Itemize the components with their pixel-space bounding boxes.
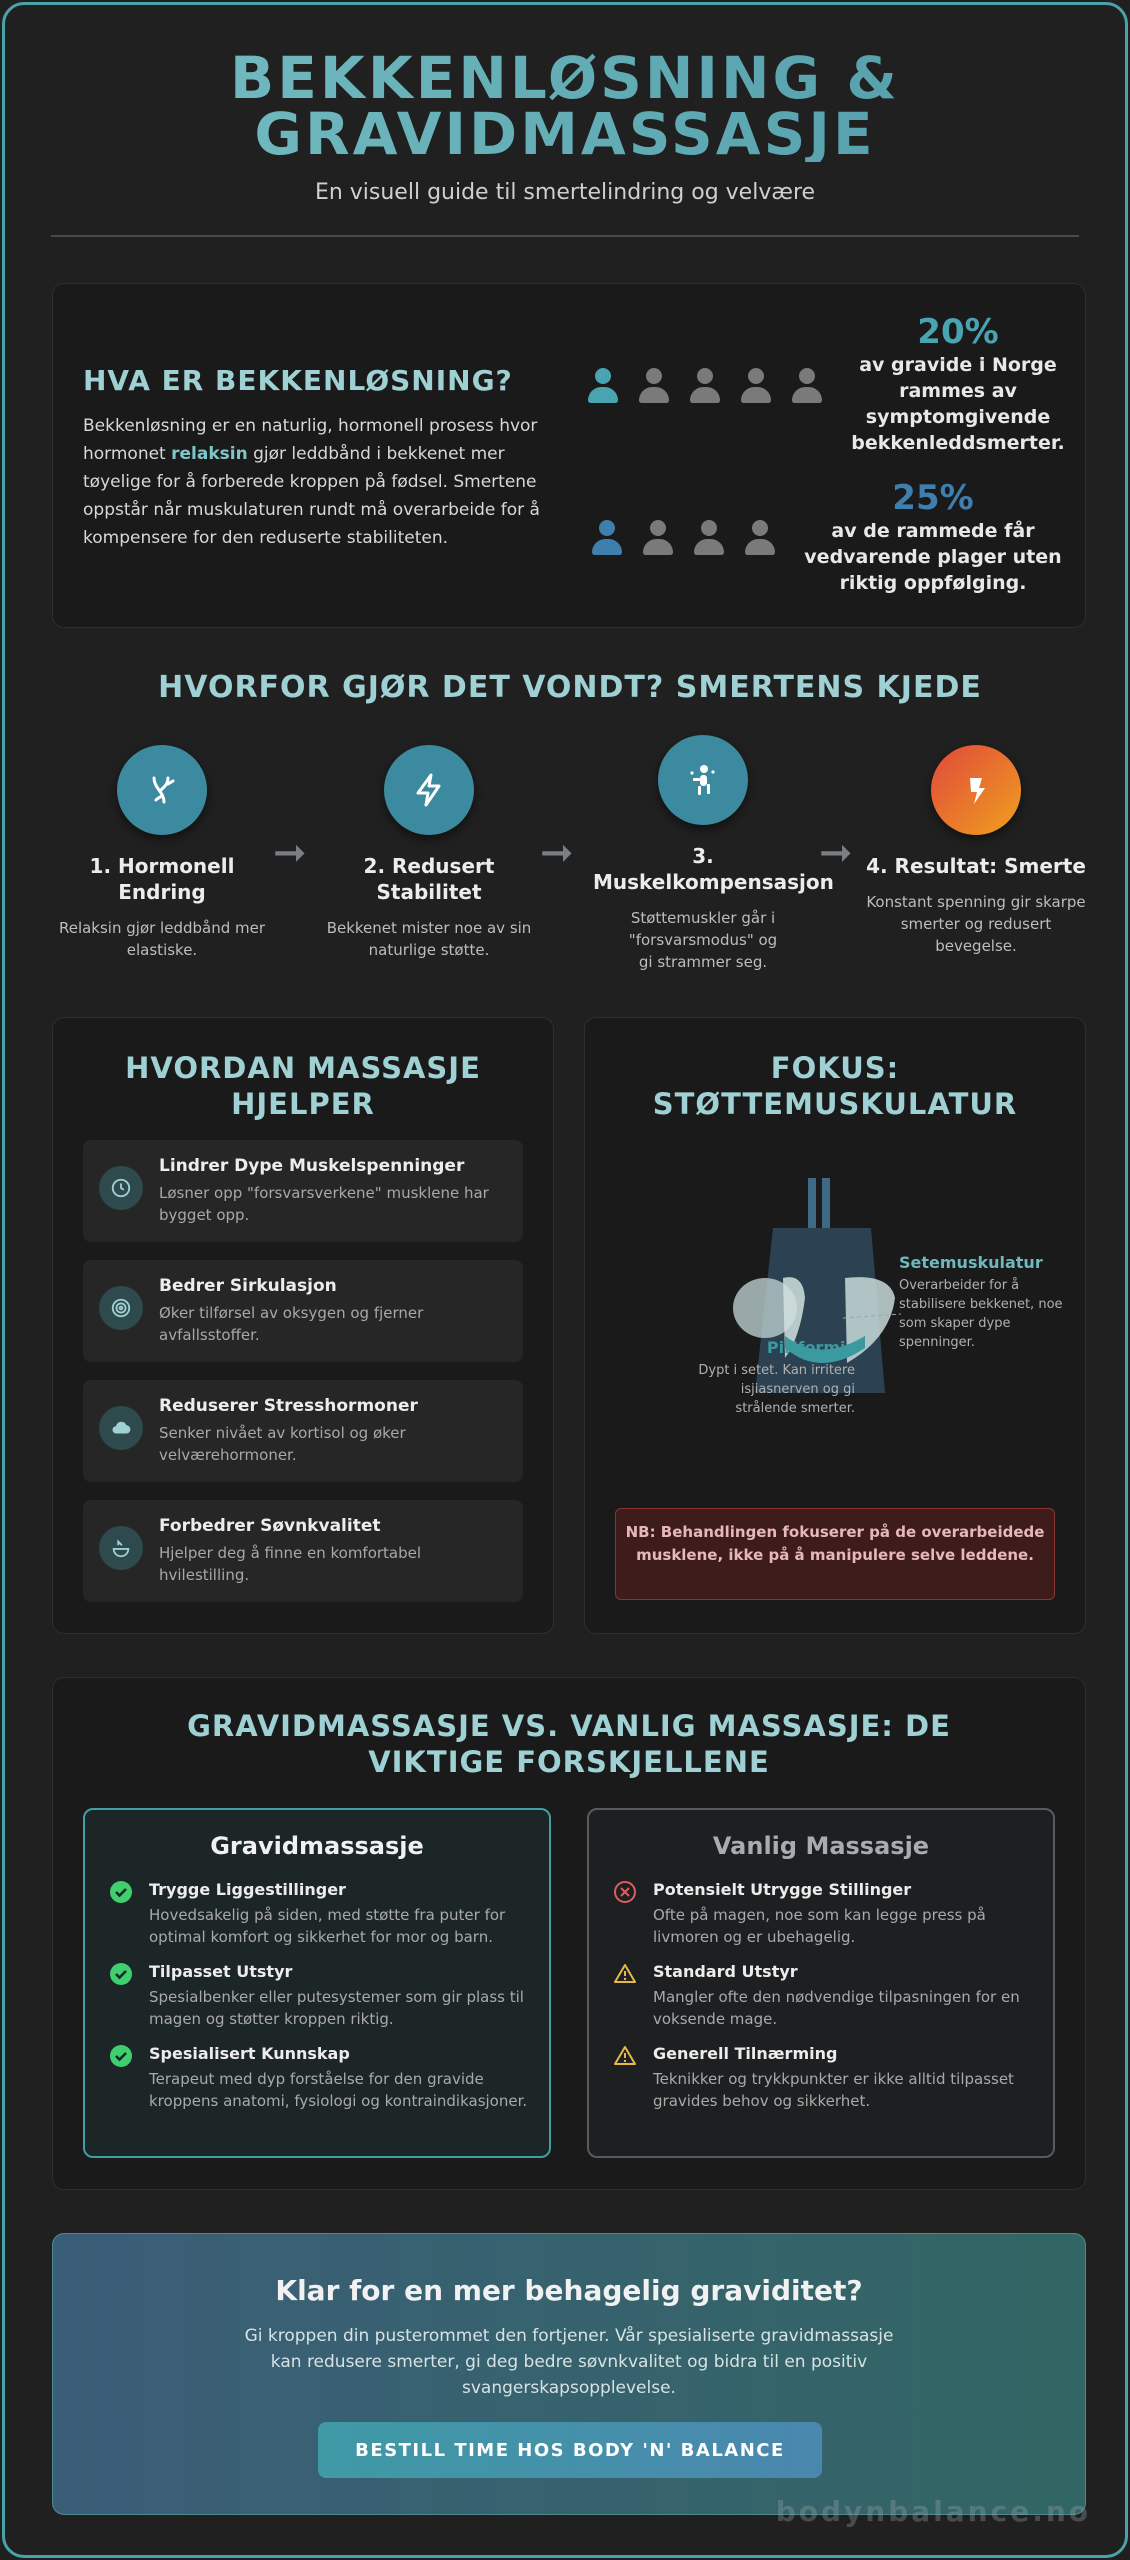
item-title: Trygge Liggestillinger xyxy=(149,1880,346,1899)
item-desc: Terapeut med dyp forståelse for den gravide kroppens anatomi, fysiologi og kontraindikasjoner. xyxy=(149,2070,528,2110)
step-desc: Relaksin gjør leddbånd mer elastiske. xyxy=(58,919,266,959)
column-title: Gravidmassasje xyxy=(210,1832,424,1860)
benefit-desc: Øker tilførsel av oksygen og fjerner avfallsstoffer. xyxy=(159,1304,424,1344)
person-icon xyxy=(739,368,773,406)
focus-heading: FOKUS: STØTTEMUSKULATUR xyxy=(652,1051,1018,1121)
label-title: Setemuskulatur xyxy=(899,1253,1043,1272)
relaksin-highlight: relaksin xyxy=(171,444,248,464)
person-icon xyxy=(590,520,624,558)
sleep-icon xyxy=(99,1526,143,1570)
stat-20 xyxy=(843,312,1073,456)
chain-step-3 xyxy=(593,735,834,973)
benefit-desc: Hjelper deg å finne en komfortabel hvilestilling. xyxy=(159,1544,422,1584)
step-title: 2. Redusert Stabilitet xyxy=(363,854,495,904)
item-title: Potensielt Utrygge Stillinger xyxy=(653,1880,912,1899)
page-title xyxy=(5,44,1125,168)
person-icon xyxy=(743,520,777,558)
benefit-title: Reduserer Stresshormoner xyxy=(159,1396,418,1416)
benefit-desc: Senker nivået av kortisol og øker velværehormoner. xyxy=(159,1424,406,1464)
stat-text: av de rammede får vedvarende plager uten riktig oppfølging. xyxy=(804,520,1062,594)
cta-heading: Klar for en mer behagelig graviditet? xyxy=(275,2274,863,2307)
check-icon xyxy=(109,1962,133,1986)
chain-step-1 xyxy=(52,745,272,961)
lightning-icon xyxy=(384,745,474,835)
step-title: 3. Muskelkompensasjon xyxy=(593,844,834,894)
divider xyxy=(51,235,1079,237)
column-title: Vanlig Massasje xyxy=(712,1832,930,1860)
person-icon xyxy=(688,368,722,406)
x-circle-icon xyxy=(613,1880,637,1904)
chain-step-2 xyxy=(319,745,539,961)
stat-25 xyxy=(793,478,1073,596)
step-desc: Konstant spenning gir skarpe smerter og redusert bevegelse. xyxy=(866,893,1086,955)
comparison-heading: GRAVIDMASSASJE VS. VANLIG MASSASJE: DE VIKTIGE FORSKJELLENE xyxy=(187,1709,951,1779)
stat-value: 20% xyxy=(917,312,999,352)
gluteal-label xyxy=(899,1253,1079,1352)
intro-text-part: gjør leddbånd i bekkenet mer tøyelige for å forberede kroppen på fødsel. Smertene oppstår når muskulaturen rundt må overarbeide for å kompensere for den reduserte stabiliteten. xyxy=(83,444,540,548)
people-row-1 xyxy=(586,368,824,406)
benefit-item xyxy=(83,1500,523,1602)
label-title: Piriformis xyxy=(766,1338,855,1357)
focus-card xyxy=(584,1017,1086,1634)
step-title: 1. Hormonell Endring xyxy=(89,854,235,904)
item-desc: Mangler ofte den nødvendige tilpasningen for en voksende mage. xyxy=(653,1988,1020,2028)
person-strain-icon xyxy=(658,735,748,825)
intro-heading: HVA ER BEKKENLØSNING? xyxy=(83,364,513,397)
warning-icon xyxy=(613,2044,637,2068)
stat-value: 25% xyxy=(892,478,974,518)
step-desc: Bekkenet mister noe av sin naturlige støtte. xyxy=(326,919,532,959)
person-icon xyxy=(790,368,824,406)
item-title: Generell Tilnærming xyxy=(653,2044,838,2063)
title-line-1: BEKKENLØSNING & xyxy=(230,44,900,112)
step-title: 4. Resultat: Smerte xyxy=(866,854,1086,878)
person-icon xyxy=(637,368,671,406)
intro-text-part: Bekkenløsning er en naturlig, hormonell prosess hvor hormonet xyxy=(83,416,538,464)
regular-massage-column xyxy=(587,1808,1055,2158)
chain-step-4 xyxy=(866,745,1086,957)
benefit-desc: Løsner opp "forsvarsverkene" musklene har bygget opp. xyxy=(159,1184,489,1224)
watermark: bodynbalance.no xyxy=(775,2495,1091,2528)
item-desc: Ofte på magen, noe som kan legge press på livmoren og er ubehagelig. xyxy=(653,1906,986,1946)
person-icon xyxy=(586,368,620,406)
title-line-2: GRAVIDMASSASJE xyxy=(254,100,876,168)
benefit-item xyxy=(83,1380,523,1482)
stat-text: av gravide i Norge rammes av symptomgivende bekkenleddsmerter. xyxy=(851,354,1065,454)
item-title: Tilpasset Utstyr xyxy=(149,1962,293,1981)
item-desc: Hovedsakelig på siden, med støtte fra puter for optimal komfort og sikkerhet for mor og barn. xyxy=(149,1906,506,1946)
person-icon xyxy=(641,520,675,558)
book-appointment-button[interactable]: BESTILL TIME HOS BODY 'N' BALANCE xyxy=(318,2422,822,2478)
item-desc: Spesialbenker eller putesystemer som gir plass til magen og støtter kroppen riktig. xyxy=(149,1988,524,2028)
massage-help-heading: HVORDAN MASSASJE HJELPER xyxy=(125,1051,481,1121)
intro-text xyxy=(83,412,543,552)
pain-bolt-icon xyxy=(931,745,1021,835)
arrow-right-icon: ➞ xyxy=(819,830,853,876)
dna-icon xyxy=(117,745,207,835)
person-icon xyxy=(692,520,726,558)
item-title: Standard Utstyr xyxy=(653,1962,798,1981)
label-desc: Overarbeider for å stabilisere bekkenet, noe som skaper dype spenninger. xyxy=(899,1278,1063,1350)
benefit-item xyxy=(83,1140,523,1242)
clock-icon xyxy=(99,1166,143,1210)
check-icon xyxy=(109,2044,133,2068)
check-icon xyxy=(109,1880,133,1904)
piriformis-label xyxy=(635,1338,855,1418)
benefit-title: Lindrer Dype Muskelspenninger xyxy=(159,1156,465,1176)
item-title: Spesialisert Kunnskap xyxy=(149,2044,350,2063)
note-box: NB: Behandlingen fokuserer på de overarbeidede musklene, ikke på å manipulere selve leddene. xyxy=(615,1508,1055,1600)
chain-heading: HVORFOR GJØR DET VONDT? SMERTENS KJEDE xyxy=(158,670,982,705)
arrow-right-icon: ➞ xyxy=(540,830,574,876)
cta-card xyxy=(52,2233,1086,2515)
infographic-frame xyxy=(2,2,1128,2558)
benefit-item xyxy=(83,1260,523,1362)
target-icon xyxy=(99,1286,143,1330)
benefit-title: Forbedrer Søvnkvalitet xyxy=(159,1516,381,1536)
step-desc: Støttemuskler går i "forsvarsmodus" og gi strammer seg. xyxy=(628,909,778,971)
benefit-title: Bedrer Sirkulasjon xyxy=(159,1276,337,1296)
massage-help-card xyxy=(52,1017,554,1634)
people-row-2 xyxy=(590,520,777,558)
intro-card xyxy=(52,283,1086,628)
cta-text: Gi kroppen din pusterommet den fortjener. Vår spesialiserte gravidmassasje kan redusere smerter, gi deg bedre søvnkvalitet og bidra til en positiv svangerskapsopplevelse. xyxy=(244,2326,894,2398)
pregnancy-massage-column xyxy=(83,1808,551,2158)
label-desc: Dypt i setet. Kan irritere isjiasnerven og gi strålende smerter. xyxy=(698,1363,855,1416)
warning-icon xyxy=(613,1962,637,1986)
page-subtitle: En visuell guide til smertelindring og velvære xyxy=(314,180,816,205)
header xyxy=(5,5,1125,237)
item-desc: Teknikker og trykkpunkter er ikke alltid tilpasset gravides behov og sikkerhet. xyxy=(653,2070,1014,2110)
arrow-right-icon: ➞ xyxy=(273,830,307,876)
comparison-card xyxy=(52,1677,1086,2190)
cloud-icon xyxy=(99,1406,143,1450)
